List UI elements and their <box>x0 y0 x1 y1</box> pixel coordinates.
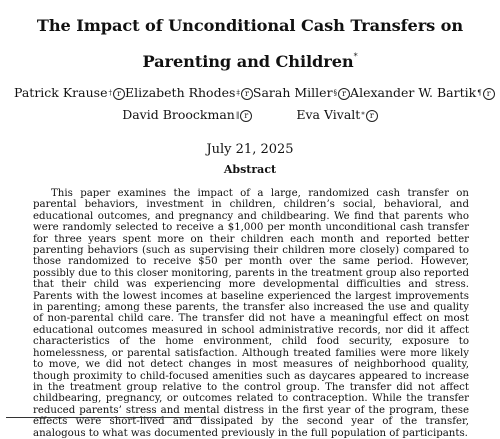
author-name: Elizabeth Rhodes <box>124 85 236 100</box>
title-footnote-mark: * <box>353 52 358 61</box>
author-list-row-2 <box>0 107 500 122</box>
author-name: David Broockman <box>122 107 235 122</box>
title-text: The Impact of Unconditional Cash Transfers on Parenting and Children <box>36 16 464 71</box>
random-order-icon: r <box>113 88 125 100</box>
abstract-text: This paper examines the impact of a large, randomized cash transfer on parental behaviors, investment in children, children’s social, behavioral, and educational outcomes, and pregnancy and childbearing. We find that parents who were randomly selected to receive a $1,000 per month unconditional cash transfer for three years spent more on their children each month and reported better parenting behaviors (such as supervising their children more closely) compared to those randomized to receive $50 per month over the same period. However, possibly due to this closer monitoring, parents in the treatment group also reported that their child was experiencing more developmental difficulties and stress. Parents with the lowest incomes at baseline experienced the largest improvements in parenting; among these parents, the transfer also increased the use and quality of non-parental child care. The transfer did not have a meaningful effect on most educational outcomes measured in school administrative records, nor did it affect characteristics of the home environment, child food security, exposure to homelessness, or parental satisfaction. Although treated families were more likely to move, we did not detect changes in most measures of neighborhood quality, though proximity to child-focused amenities such as daycares appeared to increase in the treatment group relative to the control group. The transfer did not affect childbearing, pregnancy, or outcomes related to contraception. While the transfer reduced parents’ stress and mental distress in the first year of the program, these effects were short-lived and dissipated by the second year of the transfer, analogous to what was documented previously in the full population of participants. <box>33 188 469 439</box>
random-order-icon: r <box>483 88 495 100</box>
random-order-icon: r <box>241 88 253 100</box>
author-mark: ‖ <box>235 110 240 119</box>
author-mark: * <box>361 110 365 119</box>
author-name: Alexander W. Bartik <box>350 85 477 100</box>
author-name: Sarah Miller <box>252 85 333 100</box>
author-name: Patrick Krause <box>14 85 108 100</box>
author <box>122 107 252 122</box>
publication-date: July 21, 2025 <box>206 142 294 157</box>
author-mark: ‡ <box>236 88 240 97</box>
author <box>296 107 377 122</box>
author <box>253 85 350 100</box>
footnote-divider <box>6 417 206 418</box>
author-list-row-1 <box>0 85 500 100</box>
random-order-icon: r <box>366 110 378 122</box>
author <box>14 85 125 100</box>
paper-title <box>6 10 494 77</box>
abstract-heading: Abstract <box>223 163 277 176</box>
author-mark: † <box>108 88 112 97</box>
author-mark: ¶ <box>477 88 482 97</box>
author <box>125 85 253 100</box>
random-order-icon: r <box>338 88 350 100</box>
random-order-icon: r <box>240 110 252 122</box>
author-mark: § <box>333 88 338 97</box>
author-name: Eva Vivalt <box>296 107 361 122</box>
author <box>350 85 495 100</box>
